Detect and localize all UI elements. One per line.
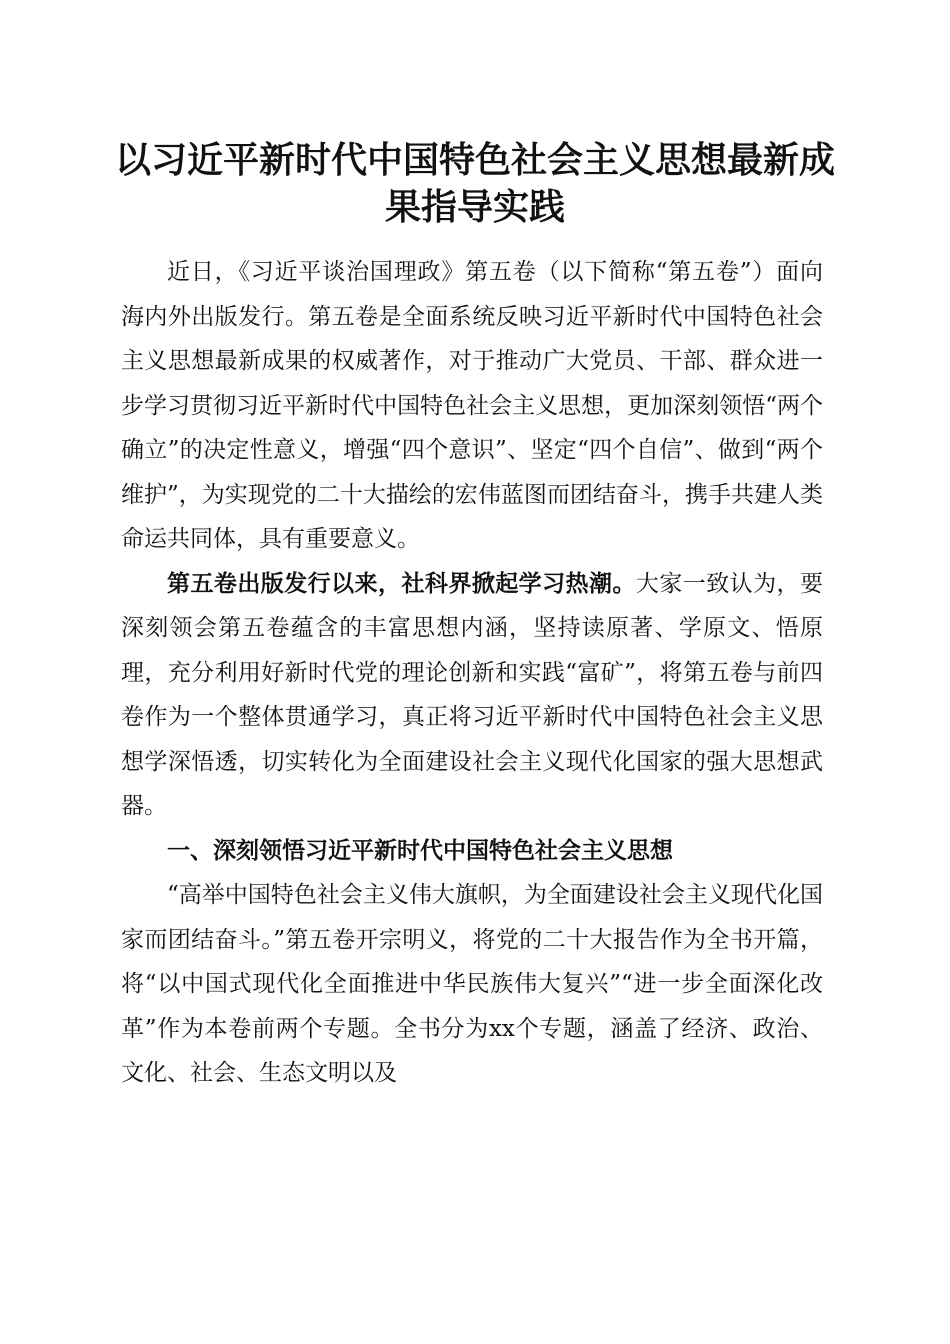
- paragraph-section-1: “高举中国特色社会主义伟大旗帜，为全面建设社会主义现代化国家而团结奋斗。”第五卷开宗明义，将党的二十大报告作为全书开篇，将“以中国式现代化全面推进中华民族伟大复兴”“进一步全面深化改革”作为本卷前两个专题。全书分为xx个专题，涵盖了经济、政治、文化、社会、生态文明以及: [121, 882, 823, 1086]
- paragraph-reception-lead: 第五卷出版发行以来，社科界掀起学习热潮。: [167, 569, 636, 597]
- section-heading-1: 一、深刻领悟习近平新时代中国特色社会主义思想: [167, 837, 673, 864]
- paragraph-reception: [121, 562, 823, 829]
- document-body: [121, 250, 823, 1096]
- document-title: 以习近平新时代中国特色社会主义思想最新成果指导实践: [114, 139, 835, 228]
- paragraph-reception-rest: 大家一致认为，要深刻领会第五卷蕴含的丰富思想内涵，坚持读原著、学原文、悟原理，充分利用好新时代党的理论创新和实践“富矿”，将第五卷与前四卷作为一个整体贯通学习，真正将习近平新时代中国特色社会主义思想学深悟透，切实转化为全面建设社会主义现代化国家的强大思想武器。: [121, 570, 824, 819]
- paragraph-intro: 近日，《习近平谈治国理政》第五卷（以下简称“第五卷”）面向海内外出版发行。第五卷是全面系统反映习近平新时代中国特色社会主义思想最新成果的权威著作，对于推动广大党员、干部、群众进一步学习贯彻习近平新时代中国特色社会主义思想，更加深刻领悟“两个确立”的决定性意义，增强“四个意识”、坚定“四个自信”、做到“两个维护”，为实现党的二十大描绘的宏伟蓝图而团结奋斗，携手共建人类命运共同体，具有重要意义。: [121, 259, 823, 552]
